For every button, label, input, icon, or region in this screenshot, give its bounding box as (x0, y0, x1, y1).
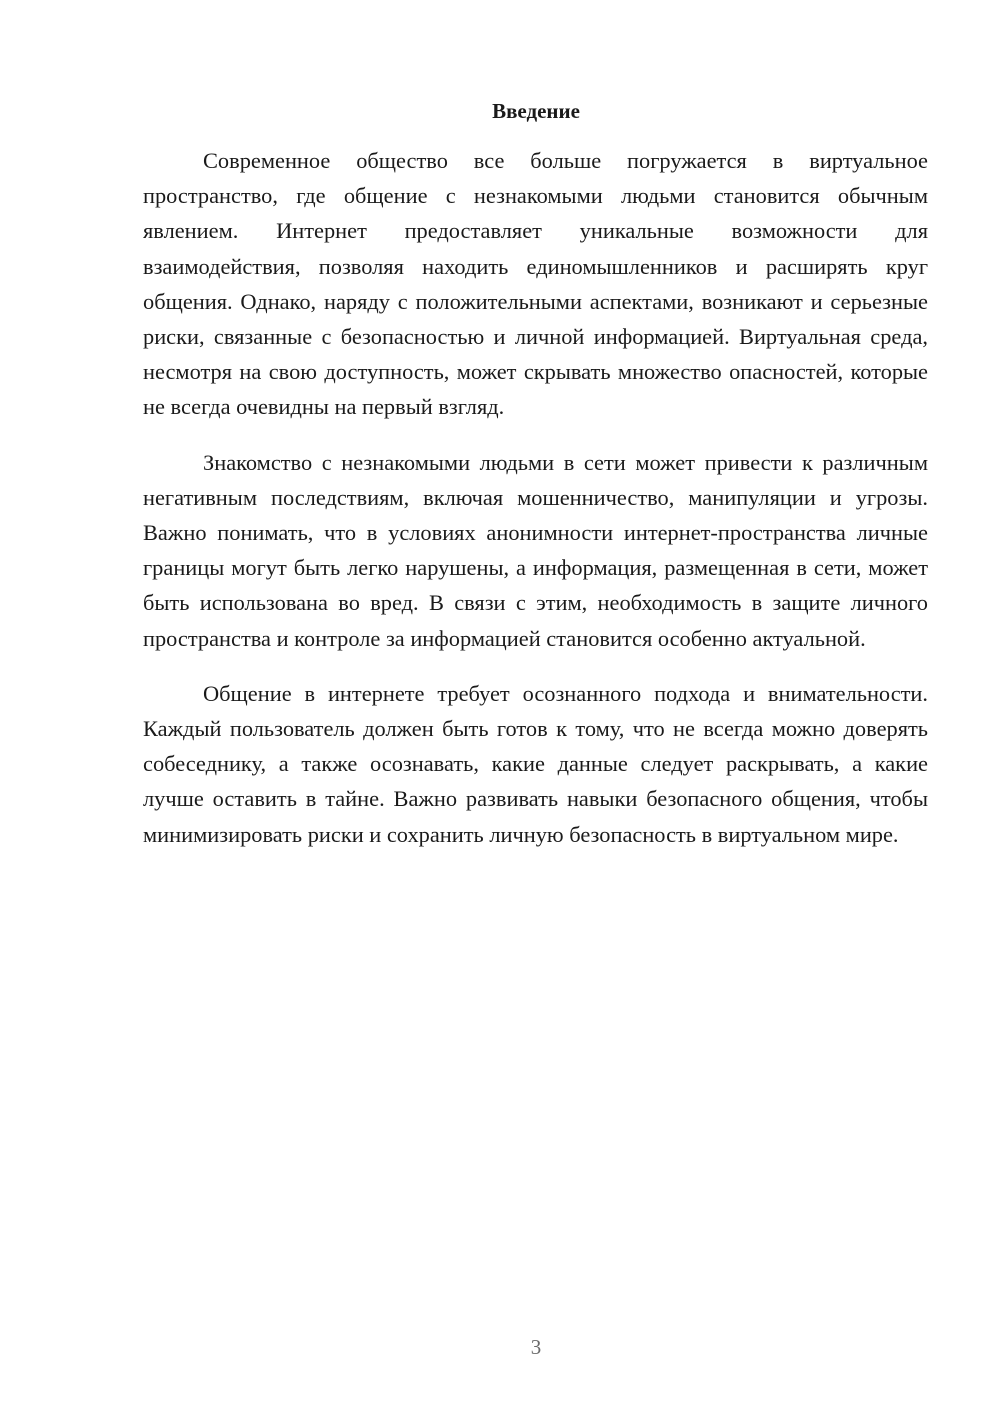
page-number: 3 (530, 1335, 542, 1359)
body-text (143, 143, 928, 872)
page-title: Введение (492, 99, 580, 123)
paragraph-1: Современное общество все больше погружается в виртуальное пространство, где общение с незнакомыми людьми становится обычным явлением. Интернет предоставляет уникальные возможности для взаимодействия, позволяя находить единомышленников и расширять круг общения. Однако, наряду с положительными аспектами, возникают и серьезные риски, связанные с безопасностью и личной информацией. Виртуальная среда, несмотря на свою доступность, может скрывать множество опасностей, которые не всегда очевидны на первый взгляд. (143, 148, 928, 420)
paragraph-2: Знакомство с незнакомыми людьми в сети может привести к различным негативным последствиям, включая мошенничество, манипуляции и угрозы. Важно понимать, что в условиях анонимности интернет-пространства личные границы могут быть легко нарушены, а информация, размещенная в сети, может быть использована во вред. В связи с этим, необходимость в защите личного пространства и контроле за информацией становится особенно актуальной. (143, 449, 928, 651)
paragraph-3: Общение в интернете требует осознанного подхода и внимательности. Каждый пользователь должен быть готов к тому, что не всегда можно доверять собеседнику, а также осознавать, какие данные следует раскрывать, а какие лучше оставить в тайне. Важно развивать навыки безопасного общения, чтобы минимизировать риски и сохранить личную безопасность в виртуальном мире. (143, 680, 928, 847)
